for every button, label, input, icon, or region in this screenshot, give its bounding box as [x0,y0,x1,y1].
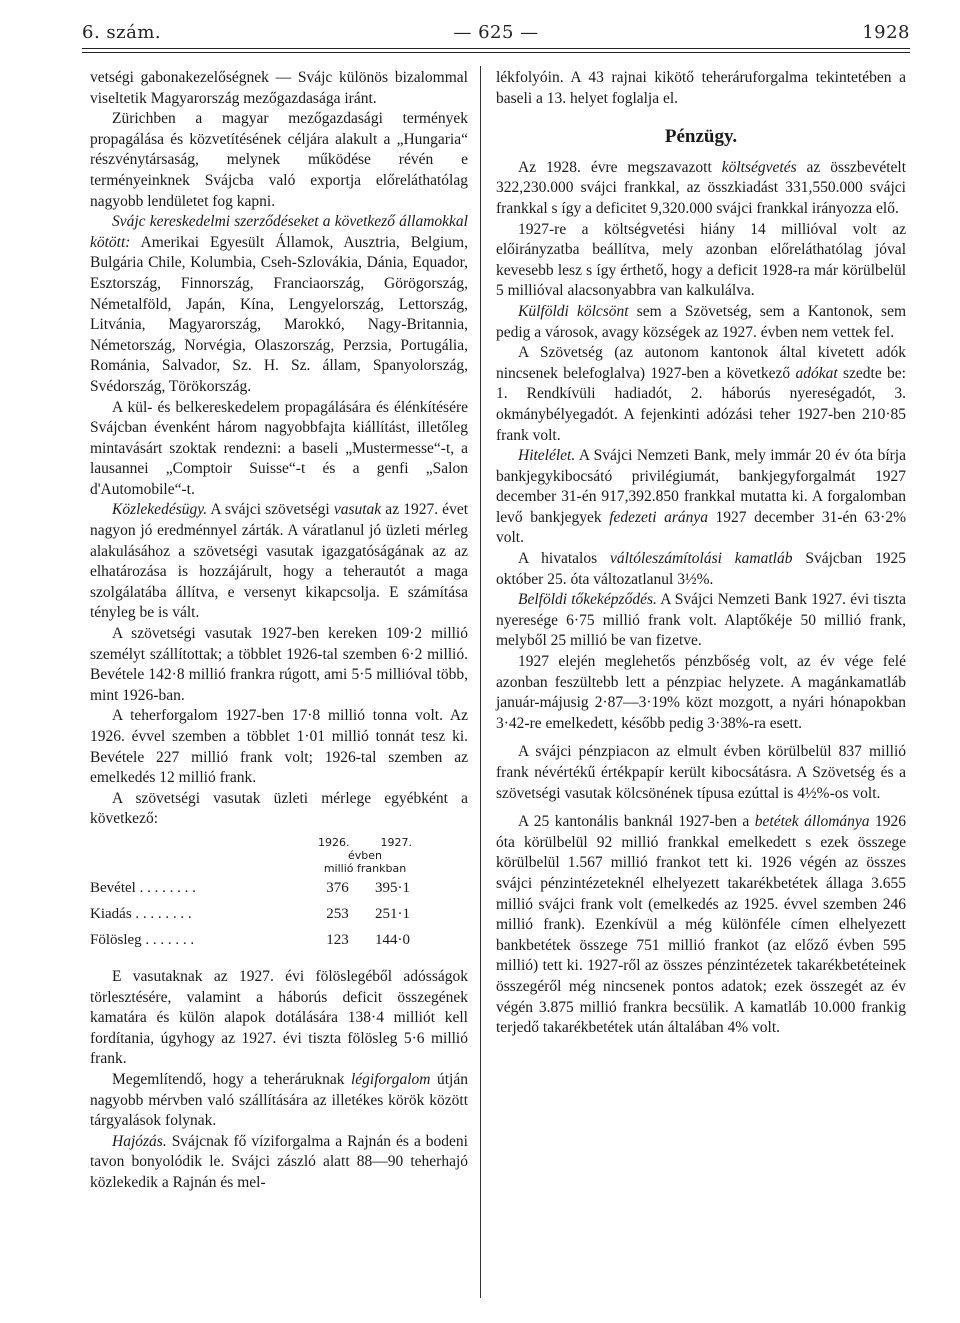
italic-phrase: fedezeti aránya [609,508,708,526]
page-number: — 625 — [453,22,539,43]
paragraph-text: A svájci szövetségi [207,501,334,519]
paragraph: 1927 elején meglehetős pénzbőség volt, az év vége felé azonban feszültebb lett a pénzpiac helyzete. A magánkamatláb január-májusig 2·87—3·19% közt mozgott, a nyári hónapokban 3·42-re emelkedett, később pedig 3·38%-ra esett. [496,653,906,732]
italic-phrase: adókat [795,364,838,382]
section-lead: Hitelélet. [518,447,576,465]
paragraph: A szövetségi vasutak 1927-ben kereken 109·2 millió személyt szállítottak; a többlet 1926-tal szemben 6·2 millió. Bevétele 142·8 millió frankra rúgott, ami 5·5 millióval több, mint 1926-ban. [90,625,468,704]
table-header [310,836,420,875]
year: 1928 [862,22,910,43]
paragraph: A szövetségi vasutak üzleti mérlege egyébként a következő: [90,789,468,828]
paragraph [90,1132,468,1194]
italic-phrase: vasutak [333,501,382,519]
paragraph-text: útján nagyobb mérvben való szállítására az illetékes körök között tárgyalások folynak. [90,1070,468,1130]
left-column [90,68,468,1194]
paragraph [496,590,906,652]
paragraph: Zürichben a magyar mezőgazdasági termények propagálása és közvetítésének céljára alakult a „Hungaria“ részvénytársaság, melynek működése révén e terményeinknek Svájcba való exportja előreláthatólag nagyobb lendületet fog kapni. [90,110,468,210]
header-rule-bottom [82,52,910,53]
paragraph-text: A hivatalos [518,550,610,568]
paragraph-text: A Svájci Nemzeti Bank, mely immár 20 év óta bírja bankjegykibocsátó privilégiumát, bankjegyforgalmát 1927 december 31-én 917,392.850 frankkal mutatta ki. A forgalomban levő bankjegyek [496,447,906,526]
paragraph: A svájci pénzpiacon az elmult évben körülbelül 837 millió frank névértékű értékpapír került kibocsátásra. A Szövetség és a szövetségi vasutak kölcsönének típusa ezúttal is 4½%-os volt. [496,743,906,802]
paragraph-text: az összbevételt 322,230.000 svájci frankkal, az összkiadást 331,550.000 svájci frankkal s így a deficitet 9,320.000 svájci frankkal irányozza elő. [496,158,906,217]
paragraph [496,549,906,590]
italic-phrase: Külföldi kölcsönt [518,302,629,320]
cell-1927: 144·0 [375,931,410,948]
paragraph: 1927-re a költségvetési hiány 14 millióval volt az előirányzatba beállítva, mely azonban előreláthatólag jóval kevesebb lesz s így érthető, hogy a deficit 1928-ra már körülbelül 5 millióval alacsonyabbra van kalkulálva. [496,220,906,300]
italic-phrase: váltóleszámítolási kamatláb [610,550,793,568]
paragraph [496,812,906,1039]
row-label: Bevétel . . . . . . . . [90,879,196,896]
paragraph-text: sem a Szövetség, sem a Kantonok, sem pedig a városok, avagy községek az 1927. évben nem vettek fel. [496,302,907,341]
paragraph-text: az 1927. évet nagyon jó eredménnyel zárták. A váratlanul jó üzleti mérleg alakulásához a szövetségi vasutak igazgatóságának az az elhatározása is hozzájárult, hogy a teherautót a maga szolgálatába állítva, e versenyt kikapcsolja. E számítása tényleg be is vált. [90,501,468,622]
paragraph-text: Az 1928. évre megszavazott [518,158,722,176]
column-divider [480,66,481,1298]
italic-phrase: betétek állománya [754,813,870,831]
page-header [82,18,910,48]
cell-1927: 395·1 [375,879,410,896]
paragraph-text: A 25 kantonális banknál 1927-ben a [518,813,755,831]
paragraph [90,500,468,624]
paragraph-text: Megemlítendő, hogy a teheráruknak [112,1070,351,1088]
header-rule-top [82,48,910,49]
paragraph-text: Amerikai Egyesült Államok, Ausztria, Belgium, Bulgária Chile, Kolumbia, Cseh-Szlovákia, Dánia, Equador, Esztország, Finnország, Franciaország, Görögország, Németalföld, Japán, Kína, Lengyelország, Lettország, Litvánia, Magyarország, Marokkó, Nagy-Britannia, Németország, Norvégia, Olaszország, Perzsia, Portugália, Románia, Salvador, Sz. H. Sz. állam, Spanyolország, Svédország, Törökország. [90,233,468,395]
right-column [496,68,906,1039]
paragraph-text: Svájcnak fő víziforgalma a Rajnán és a bodeni tavon bonyolódik le. Svájci zászló alatt 88—90 teherhajó közlekedik a Rajnán és mel- [90,1132,468,1191]
italic-phrase: légiforgalom [351,1070,431,1088]
paragraph [496,446,906,549]
paragraph [496,343,906,446]
table-row [90,901,468,927]
paragraph: E vasutaknak az 1927. évi fölöslegéből adósságok törlesztésére, valamint a háborús deficit összegének kamatára és külön alapok dotálására 138·4 milliót kell fordítania, úgyhogy az 1927. évi tiszta fölösleg 5·6 millió frank. [90,967,468,1068]
paragraph-text: Svájcban 1925 október 25. óta változatlanul 3½%. [496,550,906,588]
row-label: Fölösleg . . . . . . . [90,931,195,948]
paragraph: vetségi gabonakezelőségnek — Svájc különös bizalommal viseltetik Magyarország mezőgazdasága iránt. [90,69,468,107]
italic-phrase: Svájc kereskedelmi szerződéseket a következő államokkal kötött: [90,213,468,251]
paragraph: lékfolyóin. A 43 rajnai kikötő teheráruforgalma tekintetében a baseli a 13. helyet foglalja el. [496,69,906,107]
paragraph: A teherforgalom 1927-ben 17·8 millió tonna volt. Az 1926. évvel szemben a többlet 1·01 millió tonnát tesz ki. Bevétele 227 millió frank volt; 1926-tal szemben az emelkedés 12 millió frank. [90,707,468,787]
italic-phrase: költségvetés [721,158,797,176]
table-unit-1: évben [348,848,382,862]
paragraph: A kül- és belkereskedelem propagálására és élénkítésére Svájcban évenként három nagyobbfajta kiállítást, illetőleg mintavásárt szoktak rendezni: a baseli „Mustermesse“-t, a lausannei „Comptoir Suisse“-t és a genfi „Salon d'Automobile“-t. [90,398,468,498]
paragraph [496,158,906,220]
cell-1926: 123 [326,931,349,948]
paragraph [90,212,468,397]
paragraph-text: A Svájci Nemzeti Bank 1927. évi tiszta nyeresége 6·75 millió frank volt. Alaptőkéje 50 millió frank, melyből 25 millió be van fizetve. [496,591,907,650]
cell-1926: 253 [326,905,349,922]
year-1926: 1926. [318,835,350,849]
paragraph-text: szedte be: 1. Rendkívüli hadiadót, 2. háborús nyereségadót, 3. okmánybélyegadót. A fejenkinti adózási teher 1927-ben 210·85 frank volt. [496,364,906,444]
paragraph [496,302,906,343]
cell-1926: 376 [326,879,349,896]
section-lead: Közlekedésügy. [112,501,208,519]
issue-number: 6. szám. [82,22,162,43]
paragraph-text: 1926 óta körülbelül 92 millió frankkal emelkedett s ezek összege körülbelül 1.567 millió frankot tett ki. 1926 végén az összes svájci pénzintézeteknél elhelyezett takarékbetétek állaga 3.655 millió svájci frank volt (emelkedés az 1925. évvel szemben 246 millió frank). Ezenkívül a még különféle címen elhelyezett bankbetétek összege 751 millió frankot (az előző évben 595 millió) tett ki. 1927-ről az összes pénzintézetek takarékbetéteinek összegéről még nincsenek pontos adatok; ezek összegét az év végén 3.875 millió frankra becsülik. A kamatláb 10.000 frankig terjedő takarékbetétek után általában 4% volt. [496,813,906,1037]
section-lead: Belföldi tőkeképződés. [518,591,657,609]
balance-table [90,836,468,953]
year-1927: 1927. [380,835,412,849]
paragraph-text: 1927 december 31-én 63·2% volt. [496,508,906,547]
paragraph [90,1070,468,1132]
table-unit-2: millió frankban [323,861,407,875]
table-row [90,927,468,953]
table-years [310,836,420,849]
section-lead: Hajózás. [112,1132,167,1150]
paragraph-text: A Szövetség (az autonom kantonok által kivetett adók nincsenek belefoglalva) 1927-ben a következő [496,344,906,382]
row-label: Kiadás . . . . . . . . [90,905,192,922]
cell-1927: 251·1 [375,905,410,922]
table-row [90,875,468,901]
section-heading: Pénzügy. [664,126,738,148]
